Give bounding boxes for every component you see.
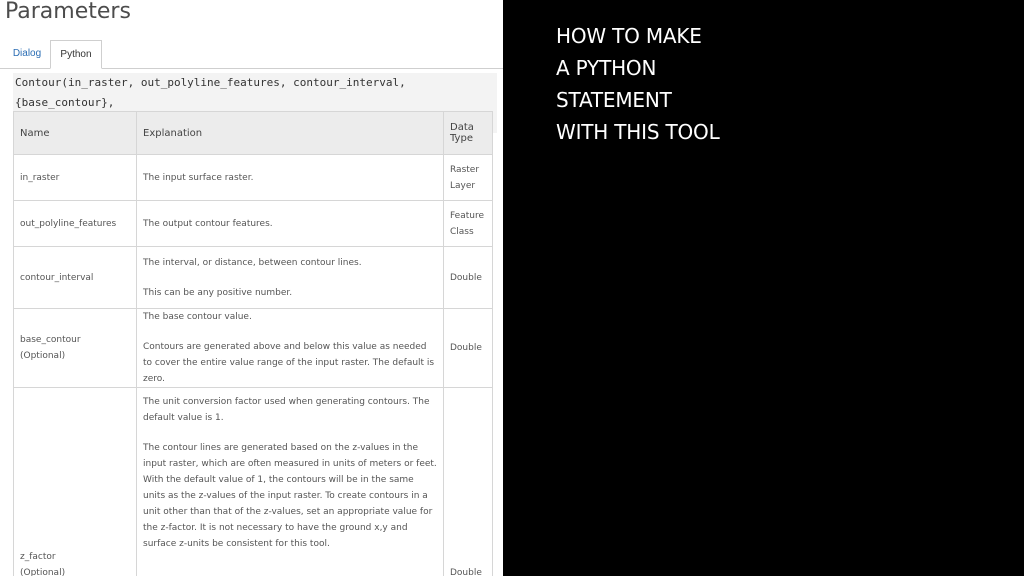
header-name: Name bbox=[14, 112, 137, 155]
param-name bbox=[14, 388, 137, 576]
param-name bbox=[14, 309, 137, 388]
parameters-table bbox=[13, 111, 493, 576]
data-type-line: Class bbox=[450, 226, 474, 237]
param-name bbox=[14, 247, 137, 309]
slide-heading-line: WITH THIS TOOL bbox=[556, 120, 720, 144]
syntax-line: Contour(in_raster, out_polyline_features, contour_interval, {base_contour}, bbox=[15, 76, 406, 109]
param-name bbox=[14, 201, 137, 247]
explanation-text: The input surface raster. bbox=[143, 172, 254, 183]
explanation-text: The interval, or distance, between contour lines. bbox=[143, 257, 362, 268]
tab-dialog[interactable]: Dialog bbox=[12, 48, 42, 59]
table-header-row bbox=[14, 112, 493, 155]
slide-heading bbox=[556, 20, 720, 148]
param-explanation bbox=[137, 309, 444, 388]
table-row bbox=[14, 309, 493, 388]
slide-heading-line: A PYTHON bbox=[556, 56, 657, 80]
explanation-text: Contours are generated above and below this value as needed to cover the entire value range of the input raster. The default is zero. bbox=[143, 342, 435, 384]
page-title: Parameters bbox=[5, 0, 131, 24]
param-name-text: z_factor bbox=[20, 552, 56, 562]
table-row bbox=[14, 155, 493, 201]
param-name-text: out_polyline_features bbox=[20, 218, 117, 229]
param-data-type bbox=[444, 247, 493, 309]
explanation-text: The unit conversion factor used when generating contours. The default value is 1. bbox=[143, 397, 430, 423]
slide-heading-line: HOW TO MAKE bbox=[556, 24, 702, 48]
data-type-line: Raster bbox=[450, 164, 480, 175]
table-row bbox=[14, 201, 493, 247]
tab-bar bbox=[0, 40, 503, 69]
header-data-type-line: Data bbox=[450, 122, 474, 133]
param-name-text: in_raster bbox=[20, 172, 60, 183]
explanation-text: The contour lines are generated based on the z-values in the input raster, which are often measured in units of meters or feet. With the default value of 1, the contours will be in the same units as the z-values of the input raster. To create contours in a unit other than that of the z-values, set an appropriate value for the z-factor. It is not necessary to have the ground x,y and surface z-units be consistent for this tool. bbox=[143, 443, 437, 549]
param-name bbox=[14, 155, 137, 201]
data-type-line: Double bbox=[450, 568, 482, 576]
param-name-text: base_contour bbox=[20, 335, 81, 345]
header-explanation: Explanation bbox=[137, 112, 444, 155]
param-explanation bbox=[137, 388, 444, 576]
param-explanation bbox=[137, 247, 444, 309]
table-row bbox=[14, 388, 493, 576]
param-explanation bbox=[137, 155, 444, 201]
header-data-type bbox=[444, 112, 493, 155]
param-name-text: contour_interval bbox=[20, 272, 94, 283]
param-explanation bbox=[137, 201, 444, 247]
param-data-type bbox=[444, 201, 493, 247]
table-row bbox=[14, 247, 493, 309]
param-optional-label: (Optional) bbox=[20, 568, 66, 576]
explanation-text: The base contour value. bbox=[143, 312, 252, 322]
param-data-type bbox=[444, 388, 493, 576]
data-type-line: Double bbox=[450, 272, 482, 283]
tab-python[interactable]: Python bbox=[50, 40, 102, 69]
param-optional-label: (Optional) bbox=[20, 351, 66, 361]
data-type-line: Layer bbox=[450, 180, 476, 191]
slide-heading-line: STATEMENT bbox=[556, 88, 672, 112]
param-data-type bbox=[444, 155, 493, 201]
explanation-text: The output contour features. bbox=[143, 218, 273, 229]
param-data-type bbox=[444, 309, 493, 388]
explanation-text: This can be any positive number. bbox=[143, 287, 293, 298]
data-type-line: Double bbox=[450, 343, 482, 353]
data-type-line: Feature bbox=[450, 210, 485, 221]
parameters-panel bbox=[0, 0, 503, 576]
header-data-type-line: Type bbox=[450, 133, 473, 144]
